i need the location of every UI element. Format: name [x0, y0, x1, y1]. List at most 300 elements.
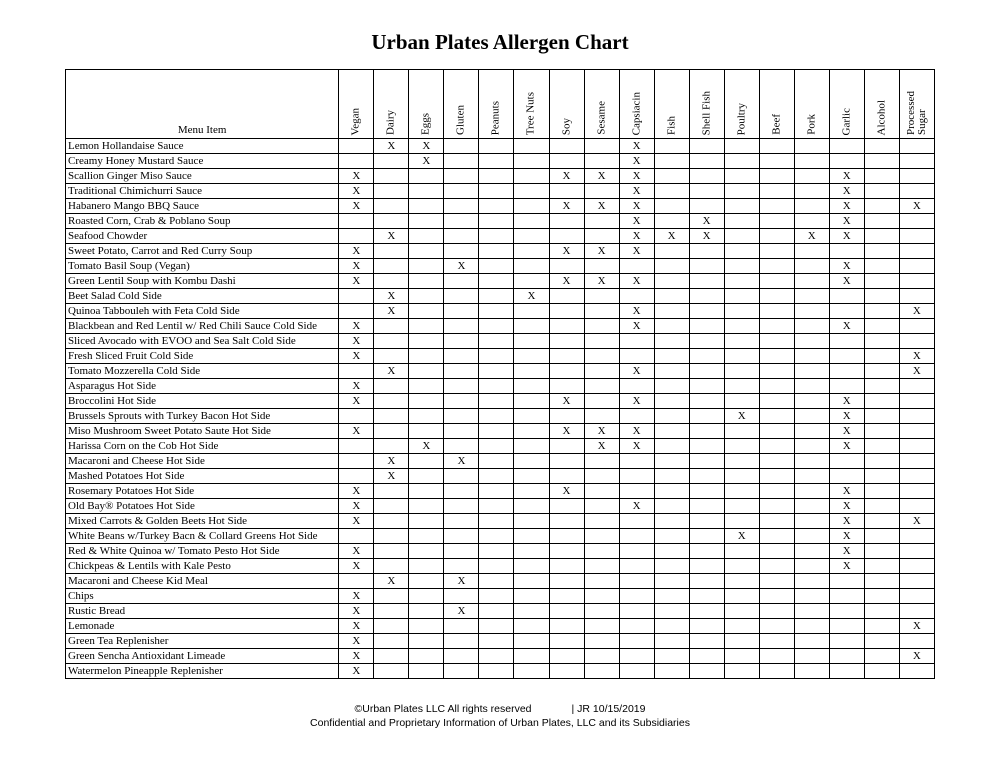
table-row [66, 559, 935, 574]
menu-item-cell: Scallion Ginger Miso Sauce [66, 169, 339, 184]
allergen-cell [864, 169, 899, 184]
allergen-cell [759, 424, 794, 439]
allergen-cell [864, 634, 899, 649]
allergen-cell [374, 394, 409, 409]
allergen-cell [829, 469, 864, 484]
allergen-cell: X [899, 514, 934, 529]
column-header [549, 70, 584, 139]
allergen-cell [689, 499, 724, 514]
allergen-cell [409, 469, 444, 484]
allergen-cell [794, 154, 829, 169]
allergen-cell [374, 634, 409, 649]
allergen-cell [584, 154, 619, 169]
table-row [66, 424, 935, 439]
allergen-cell [689, 379, 724, 394]
allergen-cell [374, 259, 409, 274]
allergen-cell: X [584, 274, 619, 289]
allergen-cell: X [899, 349, 934, 364]
table-row [66, 274, 935, 289]
column-header-label: Tree Nuts [524, 91, 537, 135]
allergen-cell [864, 334, 899, 349]
allergen-cell [724, 214, 759, 229]
allergen-cell [374, 379, 409, 394]
allergen-cell: X [374, 139, 409, 154]
allergen-cell [864, 349, 899, 364]
allergen-cell [479, 664, 514, 679]
allergen-cell [514, 379, 549, 394]
allergen-cell [724, 334, 759, 349]
allergen-cell [374, 154, 409, 169]
allergen-cell [654, 274, 689, 289]
allergen-cell [759, 559, 794, 574]
allergen-cell [899, 334, 934, 349]
allergen-cell [444, 199, 479, 214]
table-row [66, 394, 935, 409]
allergen-cell [479, 529, 514, 544]
allergen-cell [479, 499, 514, 514]
allergen-cell [899, 574, 934, 589]
allergen-cell [339, 454, 374, 469]
allergen-cell [689, 424, 724, 439]
table-row [66, 334, 935, 349]
allergen-cell [444, 274, 479, 289]
allergen-cell [409, 454, 444, 469]
table-row [66, 364, 935, 379]
allergen-cell [619, 469, 654, 484]
allergen-cell [724, 514, 759, 529]
allergen-cell [864, 439, 899, 454]
allergen-cell [724, 454, 759, 469]
allergen-cell [374, 544, 409, 559]
allergen-cell [864, 499, 899, 514]
allergen-cell [584, 319, 619, 334]
allergen-cell [864, 319, 899, 334]
allergen-cell [479, 244, 514, 259]
allergen-cell [409, 214, 444, 229]
allergen-cell [759, 334, 794, 349]
allergen-cell [794, 184, 829, 199]
menu-item-cell: Chips [66, 589, 339, 604]
allergen-cell [689, 409, 724, 424]
allergen-cell [549, 379, 584, 394]
allergen-cell [619, 574, 654, 589]
allergen-cell: X [619, 184, 654, 199]
allergen-cell [374, 199, 409, 214]
allergen-cell [689, 169, 724, 184]
allergen-cell [654, 559, 689, 574]
allergen-cell [584, 139, 619, 154]
allergen-cell [479, 139, 514, 154]
allergen-cell [794, 364, 829, 379]
allergen-cell [899, 544, 934, 559]
allergen-cell: X [549, 169, 584, 184]
allergen-cell [724, 244, 759, 259]
allergen-cell [724, 379, 759, 394]
allergen-cell [829, 349, 864, 364]
allergen-cell [339, 529, 374, 544]
allergen-cell [514, 139, 549, 154]
allergen-cell [514, 169, 549, 184]
allergen-cell [829, 154, 864, 169]
table-row [66, 259, 935, 274]
allergen-cell [339, 304, 374, 319]
allergen-cell [689, 634, 724, 649]
allergen-cell: X [374, 469, 409, 484]
allergen-cell [689, 574, 724, 589]
allergen-cell [409, 559, 444, 574]
allergen-cell [584, 454, 619, 469]
allergen-cell [899, 319, 934, 334]
allergen-cell: X [619, 499, 654, 514]
allergen-cell [374, 559, 409, 574]
column-header [444, 70, 479, 139]
allergen-cell [794, 274, 829, 289]
allergen-cell [654, 574, 689, 589]
allergen-cell [864, 184, 899, 199]
allergen-cell [759, 199, 794, 214]
allergen-cell [619, 289, 654, 304]
allergen-cell: X [829, 259, 864, 274]
allergen-cell [864, 244, 899, 259]
allergen-cell [654, 259, 689, 274]
allergen-cell [724, 199, 759, 214]
allergen-cell [514, 304, 549, 319]
allergen-cell [689, 559, 724, 574]
allergen-cell [409, 319, 444, 334]
allergen-cell [549, 619, 584, 634]
allergen-cell [724, 559, 759, 574]
table-row [66, 664, 935, 679]
allergen-cell: X [514, 289, 549, 304]
allergen-cell [479, 184, 514, 199]
allergen-cell [409, 544, 444, 559]
allergen-cell [514, 274, 549, 289]
column-header [899, 70, 934, 139]
allergen-cell [794, 559, 829, 574]
allergen-cell: X [829, 424, 864, 439]
allergen-cell [619, 619, 654, 634]
allergen-cell [864, 469, 899, 484]
allergen-cell [549, 154, 584, 169]
allergen-cell: X [724, 529, 759, 544]
allergen-cell [864, 364, 899, 379]
allergen-cell [514, 154, 549, 169]
allergen-cell [794, 349, 829, 364]
allergen-cell [409, 349, 444, 364]
allergen-cell [479, 619, 514, 634]
allergen-cell [899, 484, 934, 499]
allergen-cell [479, 604, 514, 619]
table-row [66, 304, 935, 319]
allergen-cell: X [619, 274, 654, 289]
column-header-label: Poultry [735, 102, 748, 135]
allergen-cell [759, 649, 794, 664]
allergen-cell [864, 544, 899, 559]
allergen-cell: X [619, 214, 654, 229]
allergen-cell [549, 139, 584, 154]
allergen-cell: X [374, 304, 409, 319]
allergen-cell [829, 574, 864, 589]
allergen-cell [374, 334, 409, 349]
allergen-cell [584, 259, 619, 274]
allergen-cell [654, 634, 689, 649]
allergen-cell [409, 589, 444, 604]
table-row [66, 574, 935, 589]
table-row [66, 349, 935, 364]
allergen-cell: X [339, 379, 374, 394]
allergen-cell [724, 484, 759, 499]
allergen-cell [549, 469, 584, 484]
allergen-cell: X [409, 439, 444, 454]
allergen-cell [514, 664, 549, 679]
allergen-cell [899, 139, 934, 154]
allergen-cell [899, 409, 934, 424]
allergen-cell [514, 499, 549, 514]
allergen-cell [374, 484, 409, 499]
menu-item-cell: Rustic Bread [66, 604, 339, 619]
allergen-cell [584, 364, 619, 379]
allergen-cell: X [339, 619, 374, 634]
allergen-cell [619, 514, 654, 529]
allergen-cell [899, 499, 934, 514]
allergen-cell [444, 439, 479, 454]
allergen-cell [374, 604, 409, 619]
column-header-label: Fish [665, 116, 678, 135]
allergen-cell [654, 604, 689, 619]
menu-item-cell: Creamy Honey Mustard Sauce [66, 154, 339, 169]
allergen-cell [689, 529, 724, 544]
allergen-cell: X [829, 229, 864, 244]
column-header [619, 70, 654, 139]
allergen-cell [584, 649, 619, 664]
allergen-cell: X [549, 424, 584, 439]
allergen-cell [339, 364, 374, 379]
allergen-cell [549, 349, 584, 364]
allergen-cell [794, 244, 829, 259]
menu-item-cell: Macaroni and Cheese Kid Meal [66, 574, 339, 589]
allergen-cell [759, 454, 794, 469]
column-header [374, 70, 409, 139]
allergen-cell [374, 409, 409, 424]
menu-item-cell: Beet Salad Cold Side [66, 289, 339, 304]
allergen-cell [619, 409, 654, 424]
allergen-cell: X [339, 544, 374, 559]
allergen-cell: X [339, 169, 374, 184]
allergen-cell: X [339, 499, 374, 514]
allergen-cell [619, 529, 654, 544]
allergen-cell [829, 634, 864, 649]
allergen-cell [864, 394, 899, 409]
allergen-cell [584, 379, 619, 394]
allergen-cell [444, 499, 479, 514]
allergen-cell [724, 304, 759, 319]
allergen-cell [724, 139, 759, 154]
allergen-cell: X [549, 394, 584, 409]
allergen-cell [899, 259, 934, 274]
allergen-cell: X [829, 439, 864, 454]
allergen-cell: X [374, 574, 409, 589]
allergen-cell [514, 349, 549, 364]
allergen-cell [899, 154, 934, 169]
allergen-cell [444, 214, 479, 229]
allergen-cell [514, 214, 549, 229]
allergen-cell [899, 439, 934, 454]
table-row [66, 649, 935, 664]
allergen-cell [759, 259, 794, 274]
allergen-cell [794, 574, 829, 589]
allergen-cell [864, 619, 899, 634]
allergen-cell [514, 394, 549, 409]
allergen-cell: X [619, 139, 654, 154]
allergen-cell [724, 154, 759, 169]
allergen-cell [759, 349, 794, 364]
menu-item-cell: Mixed Carrots & Golden Beets Hot Side [66, 514, 339, 529]
allergen-cell [794, 319, 829, 334]
allergen-cell [689, 514, 724, 529]
allergen-cell [479, 364, 514, 379]
allergen-cell [409, 484, 444, 499]
allergen-cell [409, 664, 444, 679]
allergen-cell [409, 619, 444, 634]
allergen-cell [864, 139, 899, 154]
column-header-label: Soy [560, 117, 573, 135]
allergen-cell: X [339, 274, 374, 289]
allergen-cell [899, 559, 934, 574]
table-row [66, 409, 935, 424]
allergen-cell [444, 169, 479, 184]
allergen-cell [444, 139, 479, 154]
allergen-cell [514, 424, 549, 439]
menu-item-cell: Lemonade [66, 619, 339, 634]
allergen-cell [794, 289, 829, 304]
allergen-cell [444, 634, 479, 649]
allergen-cell [899, 244, 934, 259]
column-header [759, 70, 794, 139]
allergen-cell [759, 274, 794, 289]
allergen-cell [654, 514, 689, 529]
allergen-cell: X [829, 184, 864, 199]
allergen-cell [899, 634, 934, 649]
allergen-cell [759, 514, 794, 529]
allergen-cell [584, 514, 619, 529]
table-row [66, 604, 935, 619]
allergen-cell [689, 364, 724, 379]
allergen-cell [409, 289, 444, 304]
column-header-label: Eggs [419, 113, 432, 135]
allergen-cell [479, 319, 514, 334]
allergen-cell [794, 454, 829, 469]
table-body [66, 139, 935, 679]
menu-item-cell: Asparagus Hot Side [66, 379, 339, 394]
allergen-cell [479, 484, 514, 499]
allergen-cell [374, 439, 409, 454]
allergen-cell [689, 154, 724, 169]
allergen-cell [794, 439, 829, 454]
allergen-cell [759, 529, 794, 544]
column-header [654, 70, 689, 139]
allergen-cell: X [619, 394, 654, 409]
allergen-cell: X [829, 559, 864, 574]
allergen-cell [409, 604, 444, 619]
allergen-cell [584, 484, 619, 499]
allergen-cell [444, 364, 479, 379]
allergen-cell [829, 454, 864, 469]
allergen-cell [654, 544, 689, 559]
allergen-cell [374, 169, 409, 184]
allergen-cell [619, 544, 654, 559]
allergen-cell: X [619, 154, 654, 169]
allergen-cell [444, 619, 479, 634]
allergen-cell [689, 649, 724, 664]
allergen-cell [794, 544, 829, 559]
allergen-cell [444, 559, 479, 574]
allergen-cell [724, 424, 759, 439]
allergen-cell [899, 184, 934, 199]
menu-item-cell: Quinoa Tabbouleh with Feta Cold Side [66, 304, 339, 319]
allergen-cell [409, 229, 444, 244]
allergen-cell [689, 274, 724, 289]
allergen-cell [514, 544, 549, 559]
allergen-cell [339, 409, 374, 424]
allergen-cell [514, 589, 549, 604]
allergen-cell [794, 424, 829, 439]
allergen-cell [864, 259, 899, 274]
allergen-cell [829, 379, 864, 394]
allergen-cell [479, 289, 514, 304]
allergen-cell [829, 244, 864, 259]
allergen-cell: X [899, 304, 934, 319]
allergen-cell [864, 664, 899, 679]
allergen-cell: X [584, 424, 619, 439]
allergen-cell [619, 349, 654, 364]
allergen-cell [619, 559, 654, 574]
table-row [66, 454, 935, 469]
header-row [66, 70, 935, 139]
allergen-cell [584, 529, 619, 544]
allergen-cell [549, 574, 584, 589]
allergen-cell: X [899, 649, 934, 664]
allergen-cell: X [444, 259, 479, 274]
allergen-cell [794, 379, 829, 394]
menu-item-cell: Blackbean and Red Lentil w/ Red Chili Sauce Cold Side [66, 319, 339, 334]
allergen-cell [479, 469, 514, 484]
allergen-cell: X [829, 394, 864, 409]
allergen-cell [899, 604, 934, 619]
allergen-cell [654, 364, 689, 379]
allergen-cell [759, 304, 794, 319]
allergen-cell: X [619, 364, 654, 379]
allergen-cell [514, 529, 549, 544]
allergen-cell [584, 559, 619, 574]
allergen-cell [759, 604, 794, 619]
column-header [339, 70, 374, 139]
allergen-cell [654, 394, 689, 409]
allergen-cell: X [339, 514, 374, 529]
allergen-cell [864, 229, 899, 244]
allergen-cell [654, 319, 689, 334]
allergen-cell [829, 604, 864, 619]
allergen-cell [479, 559, 514, 574]
allergen-cell [479, 394, 514, 409]
allergen-cell [724, 439, 759, 454]
allergen-cell: X [409, 154, 444, 169]
allergen-cell [689, 664, 724, 679]
allergen-cell [654, 409, 689, 424]
allergen-cell [794, 649, 829, 664]
allergen-cell [549, 649, 584, 664]
allergen-cell: X [899, 364, 934, 379]
table-row [66, 214, 935, 229]
